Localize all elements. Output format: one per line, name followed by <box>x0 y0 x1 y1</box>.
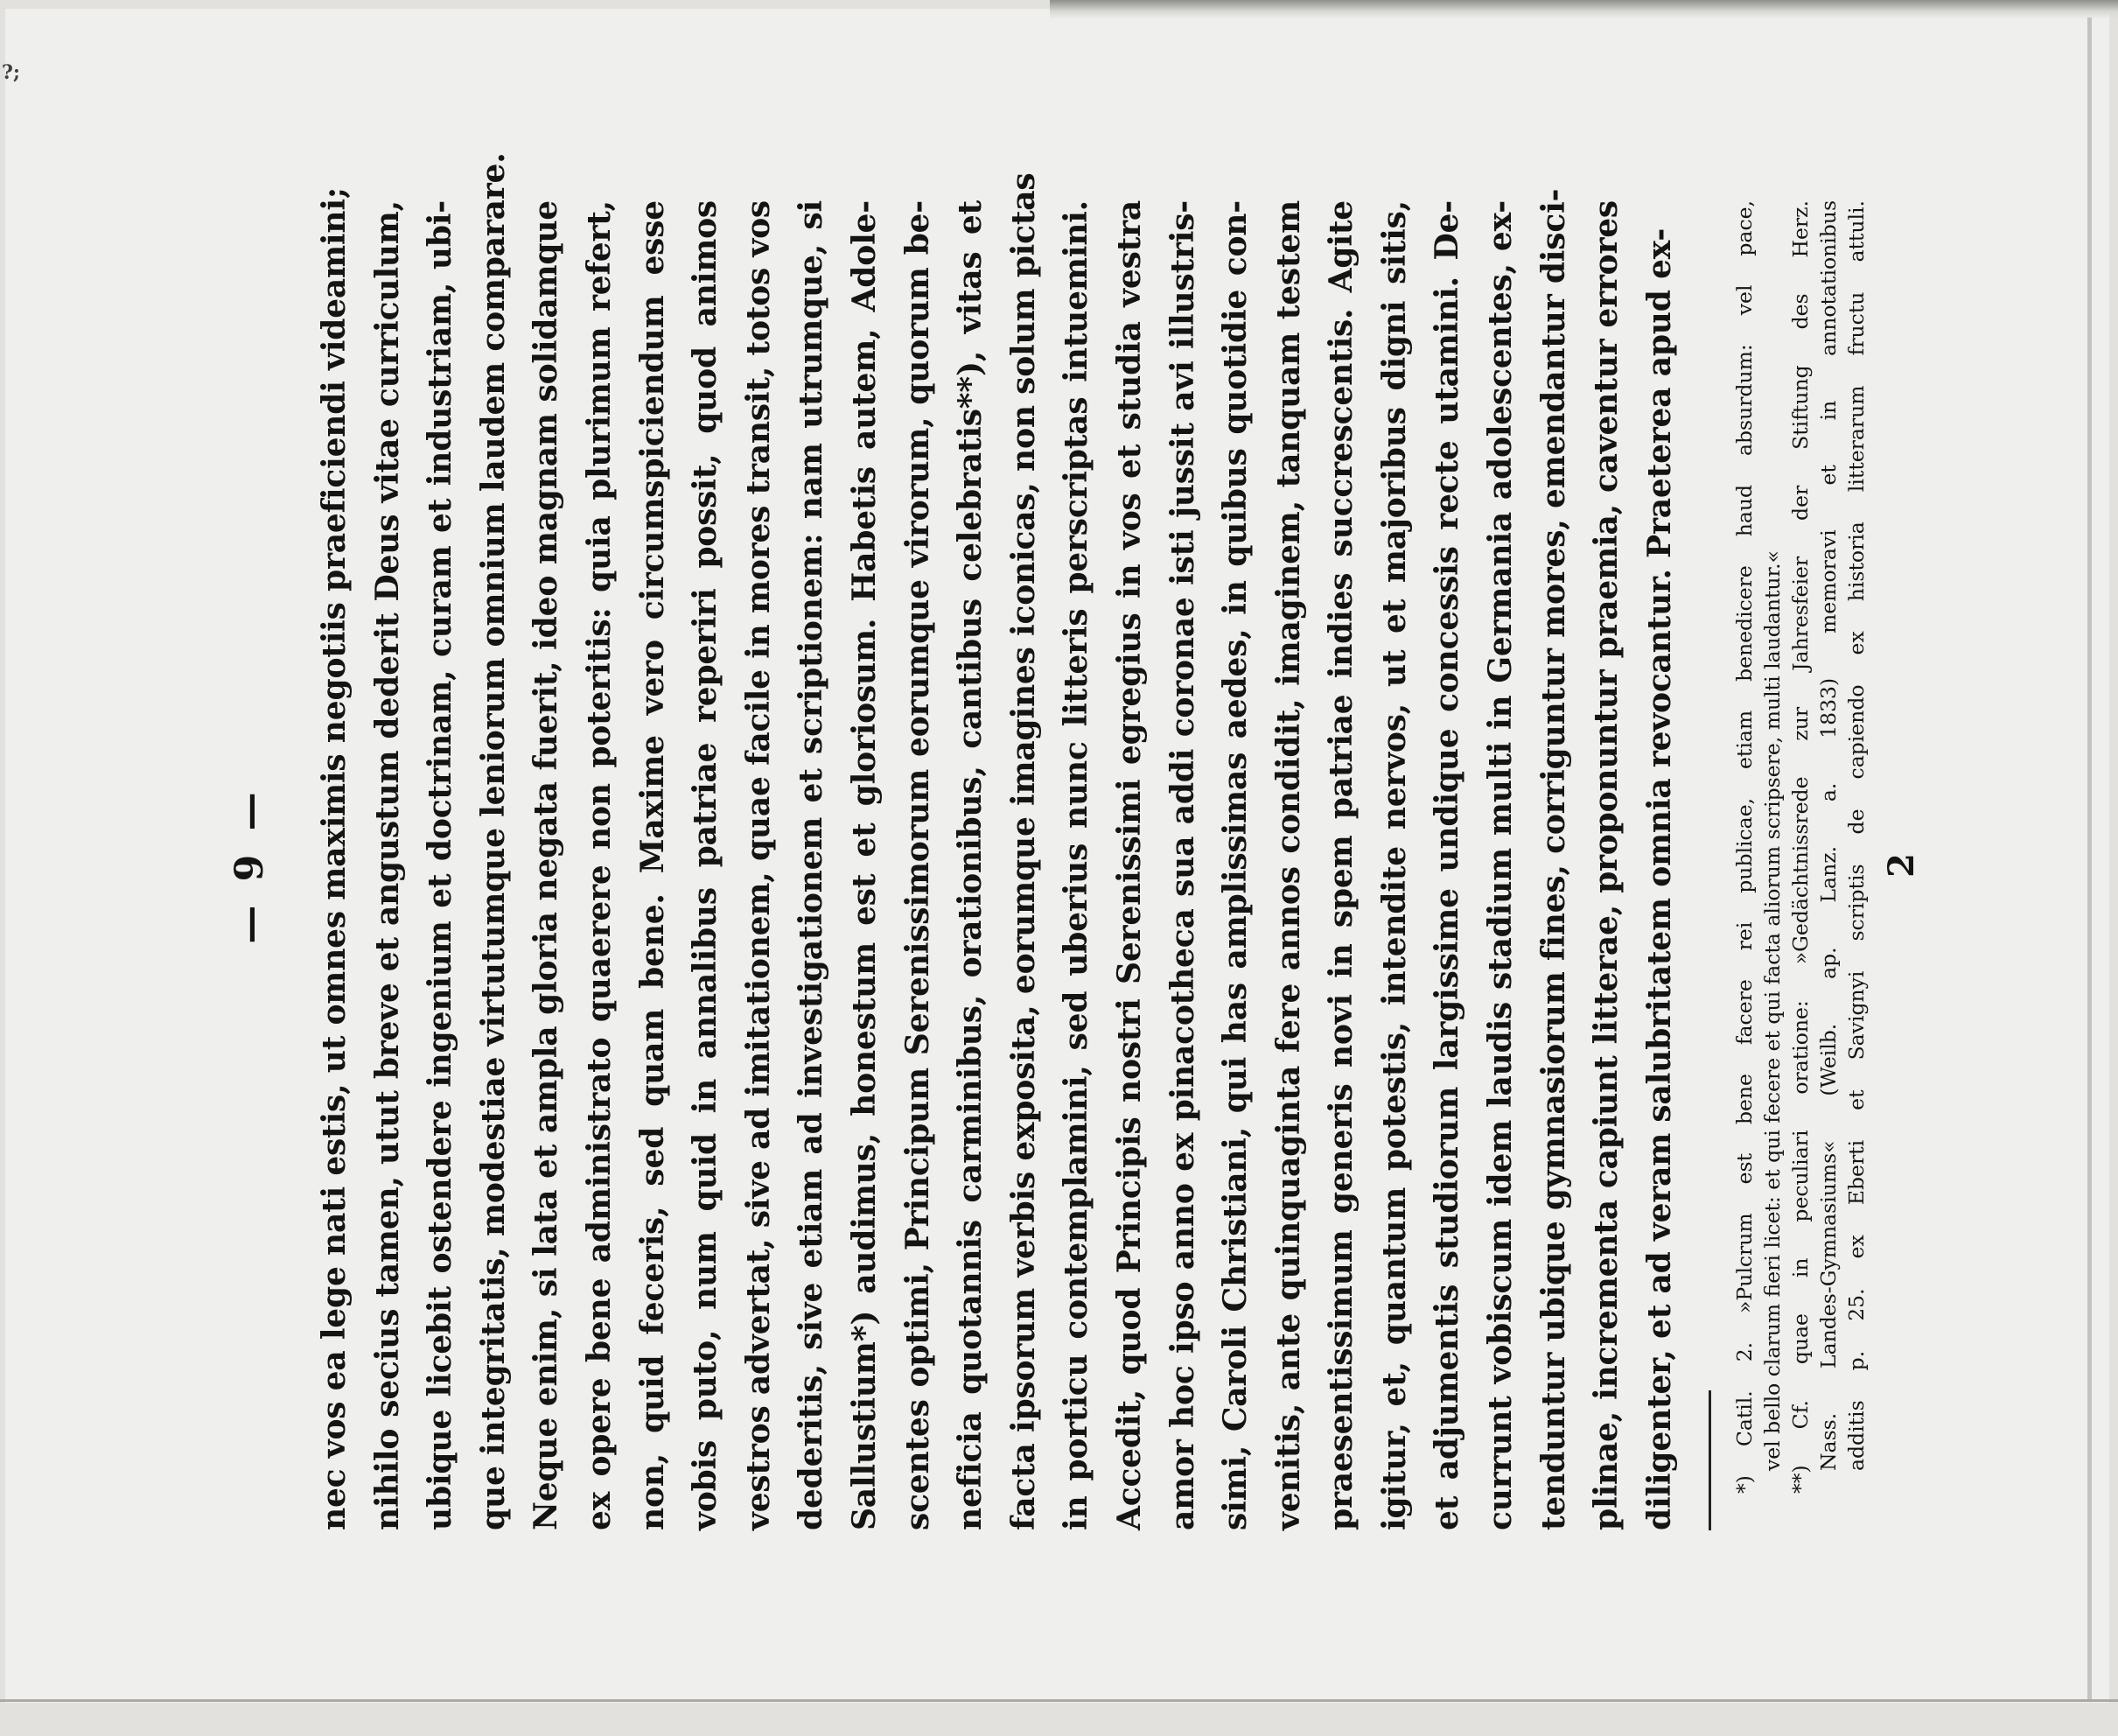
footnote-line: additis p. 25. ex Eberti et Savignyi scriptis de capiendo ex historia litterarum fructu attuli. <box>1844 200 1870 1471</box>
body-line: diligenter, et ad veram salubritatem omnia revocantur. Praeterea apud ex- <box>1640 228 1678 1530</box>
body-line: ex opere bene administrato quaerere non poteritis: quia plurimum refert, <box>580 200 618 1530</box>
signature-mark: 2 <box>1881 853 1923 878</box>
body-line: plinae, incrementa capiunt litterae, proponuntur praemia, caventur errores <box>1588 200 1625 1530</box>
body-line: igitur, et, quantum potestis, intendite nervos, ut et majoribus digni sitis, <box>1375 200 1413 1530</box>
body-line: facta ipsorum verbis exposita, eorumque imagines iconicas, non solum pictas <box>1004 172 1042 1530</box>
body-line: Accedit, quod Principis nostri Serenissimi egregius in vos et studia vestra <box>1110 200 1148 1530</box>
body-line: amor hoc ipso anno ex pinacotheca sua addi coronae isti jussit avi illustris- <box>1164 200 1201 1530</box>
body-line: in porticu contemplamini, sed uberius nunc litteris perscriptas intuemini. <box>1058 200 1095 1530</box>
body-text <box>308 152 1686 1530</box>
body-line: que integritatis, modestiae virtutumque leniorum omnium laudem comparare. <box>474 152 512 1530</box>
page-number: — 9 — <box>227 787 272 944</box>
body-line: simi, Caroli Christiani, qui has amplissimas aedes, in quibus quotidie con- <box>1217 200 1255 1530</box>
footnote-line: vel bello clarum fieri licet: et qui fecere et qui facta aliorum scripsere, multi laudantur.« <box>1760 550 1786 1471</box>
page-edge-bottom <box>0 1699 2118 1702</box>
body-line: ubique licebit ostendere ingenium et doctrinam, curam et industriam, ubi- <box>422 200 459 1530</box>
body-line: tenduntur ubique gymnasiorum fines, corriguntur mores, emendantur disci- <box>1534 188 1572 1530</box>
body-line: Neque enim, si lata et ampla gloria negata fuerit, ideo magnam solidamque <box>528 200 565 1530</box>
footnote-line: Nass. Landes-Gymnasiums« (Weilb. ap. Lanz. a. 1833) memoravi et in annotationibus <box>1816 200 1842 1471</box>
corner-mark: ?; <box>2 61 21 84</box>
body-line: praesentissimum generis novi in spem patriae indies succrescentis. Agite <box>1323 200 1360 1530</box>
footnote-rule <box>1709 1390 1711 1530</box>
rotated-text-block <box>219 152 1923 1530</box>
body-line: Sallustium*) audimus, honestum est et gloriosum. Habetis autem, Adole- <box>845 200 883 1530</box>
page-edge-right <box>2087 18 2092 1699</box>
binding-shadow <box>1050 0 2118 19</box>
body-line: currunt vobiscum idem laudis stadium multi in Germania adolescentes, ex- <box>1482 200 1520 1530</box>
body-line: nec vos ea lege nati estis, ut omnes maximis negotiis praeficiendi videamini; <box>316 187 353 1530</box>
body-line: vobis puto, num quid in annalibus patriae reperiri possit, quod animos <box>687 200 724 1530</box>
footnotes <box>1730 200 1870 1530</box>
body-line: neficia quotannis carminibus, orationibus, cantibus celebratis**), vitas et <box>952 200 989 1530</box>
body-line: vestros advertat, sive ad imitationem, quae facile in mores transit, totos vos <box>739 200 777 1530</box>
footnote-line: **) Cf. quae in peculiari oratione: »Gedächtnissrede zur Jahresfeier der Stiftung des Herz. <box>1788 200 1814 1494</box>
body-line: scentes optimi, Principum Serenissimorum eorumque virorum, quorum be- <box>898 200 936 1530</box>
body-line: dederitis, sive etiam ad investigationem et scriptionem: nam utrumque, si <box>793 200 830 1530</box>
body-line: nihilo secius tamen, utut breve et angustum dederit Deus vitae curriculum, <box>368 200 406 1530</box>
body-line: non, quid feceris, sed quam bene. Maxime vero circumspiciendum esse <box>633 200 671 1530</box>
footnote-line: *) Catil. 2. »Pulcrum est bene facere rei publicae, etiam benedicere haud absurdum: vel pace, <box>1732 200 1758 1494</box>
body-line: venitis, ante quinquaginta fere annos condidit, imaginem, tanquam testem <box>1269 200 1307 1530</box>
body-line: et adjumentis studiorum largissime undique concessis recte utamini. De- <box>1429 200 1466 1530</box>
